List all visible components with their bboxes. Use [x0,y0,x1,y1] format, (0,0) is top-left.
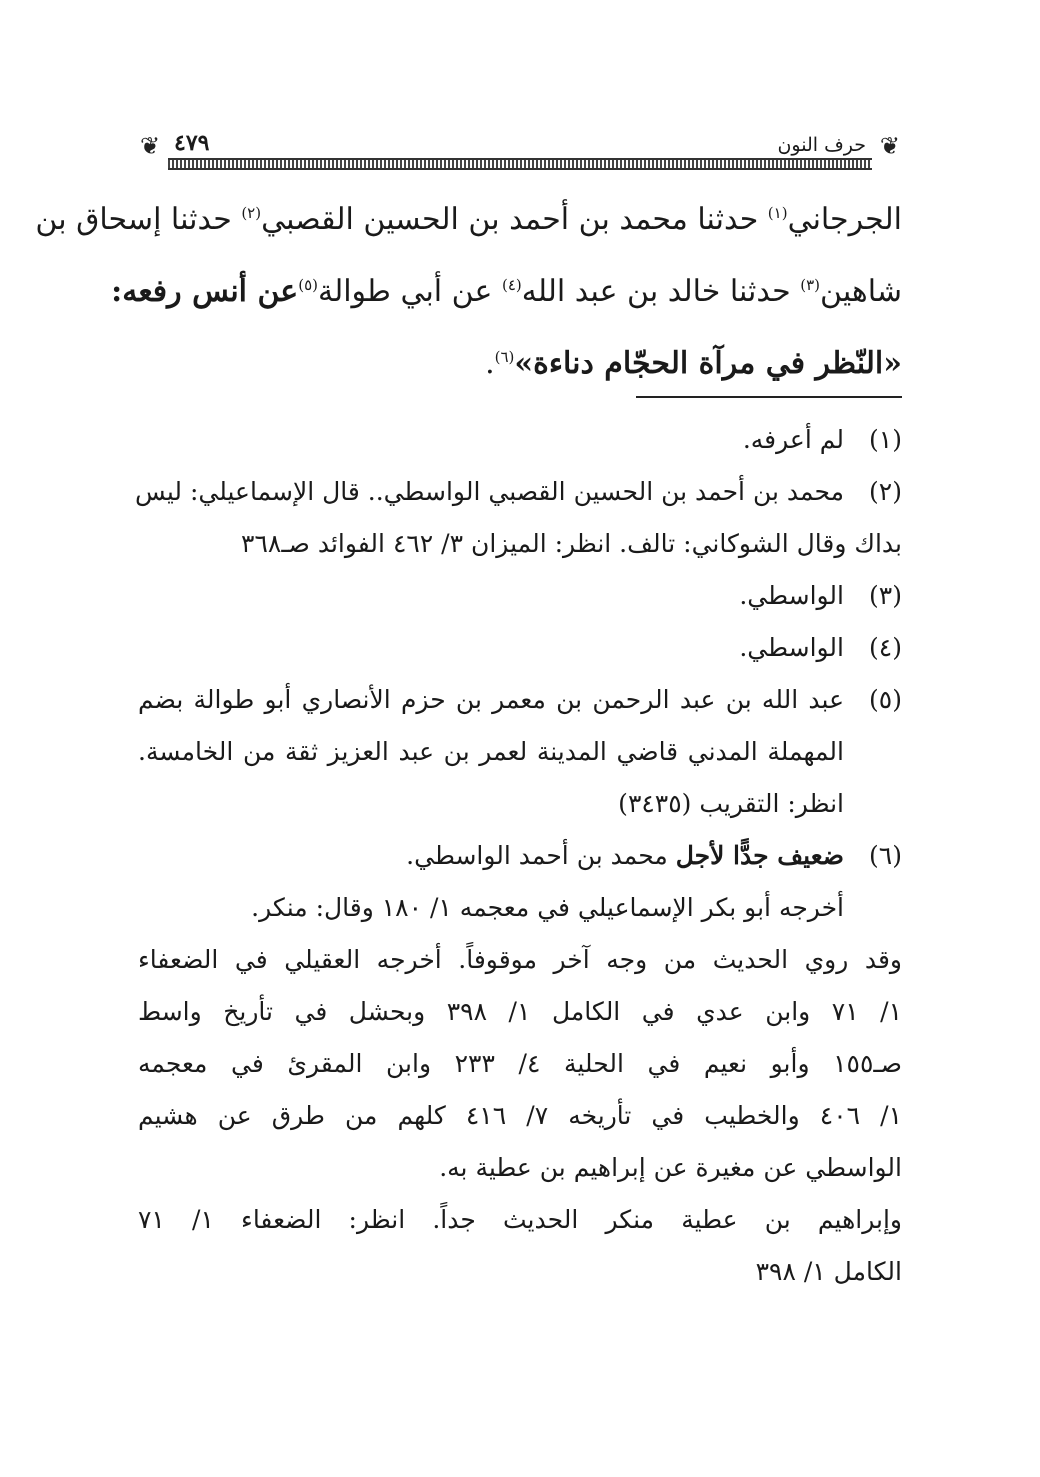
footnote-6-line-4: ١/ ٧١ وابن عدي في الكامل ١/ ٣٩٨ وبحشل في تأريخ واسط [138,997,903,1026]
header-ornament-left-icon: ❦ [140,132,161,160]
footnote-4: (٤)الواسطي. [138,622,902,674]
footnote-3: (٣)الواسطي. [138,570,902,622]
main-line-2: شاهين$^{(٣)}$ حدثنا خالد بن عبد الله$^{(٤)}$ عن أبي طوالة$^{(٥)}$عن أنس رفعه: [111,274,902,309]
footnote-6-line-9: الكامل ١/ ٣٩٨ [755,1257,902,1286]
header-ornamental-band [168,158,872,170]
footnote-separator [636,396,902,398]
hadith-text: «النّظر في مرآة الحجّام دناءة» [514,346,902,381]
footnote-5-line-3: انظر: التقريب (٣٤٣٥) [618,789,844,818]
footnote-number: (٤) [869,633,902,662]
main-text [35,184,902,400]
footnote-6-line-5: صـ١٥٥ وأبو نعيم في الحلية ٤/ ٢٣٣ وابن المقرئ في معجمه [138,1049,902,1078]
footnote-1: (١)لم أعرفه. [138,414,902,466]
page-header [140,128,900,180]
footnote-6-line-6: ١/ ٤٠٦ والخطيب في تأريخه ٧/ ٤١٦ كلهم من طرق عن هشيم [138,1101,903,1130]
footnote-5-line-2: المهملة المدني قاضي المدينة لعمر بن عبد العزيز ثقة من الخامسة. [138,737,844,766]
footnote-ref-3: (٣) [800,276,820,294]
footnote-ref-5: (٥) [298,276,318,294]
footnote-6-line-3: وقد روي الحديث من وجه آخر موقوفاً. أخرجه العقيلي في الضعفاء [138,945,902,974]
footnote-5-line-1: (٥)عبد الله بن عبد الرحمن بن معمر بن حزم الأنصاري أبو طوالة بضم [138,674,902,726]
main-line-3: «النّظر في مرآة الحجّام دناءة»$^{(٦)}$. [485,346,902,381]
footnote-2-line-1: (٢)محمد بن أحمد بن الحسين القصبي الواسطي.. قال الإسماعيلي: ليس [138,466,902,518]
running-title: حرف النون [777,134,866,156]
footnote-6-line-7: الواسطي عن مغيرة عن إبراهيم بن عطية به. [439,1153,902,1182]
footnote-number: (٥) [869,685,902,714]
footnotes [134,414,903,1298]
footnote-number: (١) [869,425,902,454]
footnote-2-line-2: بداك وقال الشوكاني: تالف. انظر: الميزان ٣/ ٤٦٢ الفوائد صـ٣٦٨ [241,529,902,558]
footnote-number: (٢) [869,477,902,506]
page-number: ٤٧٩ [174,130,210,156]
footnote-ref-1: (١) [767,204,788,222]
footnote-6-line-2: أخرجه أبو بكر الإسماعيلي في معجمه ١/ ١٨٠ وقال: منكر. [251,893,844,922]
footnote-number: (٣) [869,581,902,610]
footnote-6-line-1: (٦)ضعيف جدًّا لأجل محمد بن أحمد الواسطي. [138,830,902,882]
footnote-ref-4: (٤) [501,276,522,294]
main-line-1: الجرجاني$^{(١)}$ حدثنا محمد بن أحمد بن الحسين القصبي$^{(٢)}$ حدثنا إسحاق بن [35,202,902,237]
header-ornament-right-icon: ❦ [879,132,900,160]
footnote-ref-6: (٦) [494,348,515,366]
footnote-6-line-8: وإبراهيم بن عطية منكر الحديث جداً. انظر: الضعفاء ١/ ٧١ [138,1205,902,1234]
footnote-number: (٦) [869,841,902,870]
footnote-ref-2: (٢) [241,204,262,222]
